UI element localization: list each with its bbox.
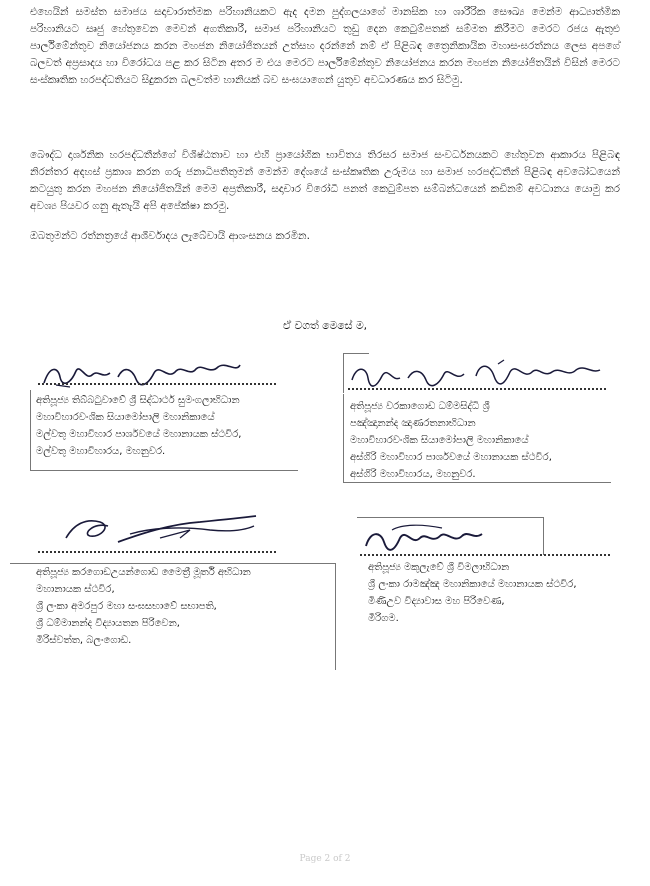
signatory-line: මහානායක ස්ථවිර,: [36, 584, 115, 595]
box-border: [335, 563, 336, 670]
signatory-line: මහාවිහාරවංශික සියාමෝපාලි මහානිකායේ: [36, 412, 215, 423]
signatory-text-top-left: [36, 392, 241, 460]
signatory-line: අතිපූජ්‍ය කරගොඩඋයන්ගොඩ මෛත්‍රී මූර්ති අභිධාන: [36, 567, 251, 578]
handwritten-signature-bottom-left: [60, 508, 260, 554]
signature-dotted-line: [38, 383, 276, 385]
signatory-line: ශ්‍රී ලංකා අමරපුර මහා සංඝසභාවේ සභාපති,: [36, 601, 217, 612]
body-paragraph-3: ඔබතුමන්ට රත්නත්‍රයේ ආශීර්වාදය ලැබේවායි ආශංසනය කරමින.: [30, 230, 310, 242]
signatory-line: මල්වතු මහාවිහාර පාර්ශවයේ මහානායක ස්ථවිර,: [36, 429, 242, 440]
signature-dotted-line: [360, 554, 610, 556]
signatory-line: අතිපූජ්‍ය තිබ්බටුවාවේ ශ්‍රී සිද්ධාර්ථ සුමංගලාභිධාන: [36, 395, 240, 406]
box-border: [343, 353, 344, 393]
signature-dotted-line: [38, 551, 276, 553]
signatory-text-bottom-left: [36, 564, 251, 649]
box-border: [543, 517, 544, 555]
box-border: [343, 353, 369, 354]
box-border: [30, 390, 31, 470]
handwritten-signature-bottom-right: [362, 522, 492, 558]
signatory-line: මිරිස්වත්ත, බලංගොඩ.: [36, 635, 132, 646]
page-footer: Page 2 of 2: [299, 854, 351, 864]
body-paragraph-2: බෞද්ධ දාර්ශනික හරපද්ධතීන්ගේ විශිෂ්ඨතාව හා එහි ප්‍රායෝගික භාවිතය තිරසර සමාජ සංවර්ධනයකට හේතුවන ආකාරය පිළිබඳ නිරන්තර අදහස් ප්‍රකාශ කරන ගරු ජනාධිපතිතුමන් මෙන්ම දේශයේ සංස්කෘතික උරුමය හා සමාජ හරපද්ධතීන් පිළිබඳ අවබෝධයෙන් කටයුතු කරන මහජන නියෝජිතයින් මෙම අප්‍රතිකාරී, සදාචාර විරෝධී පනත් කෙටුම්පත සම්බන්ධයෙන් කඩිනම් අවධානය යොමු කර අවශ්‍ය පියවර ගනු ඇතැයි අපි අපේක්ෂා කරමු.: [30, 149, 620, 212]
closing-line: ඒ වගත් මෙසේ ම,: [282, 319, 368, 332]
box-border: [357, 517, 544, 518]
signatory-line: මිණිඋව විද්‍යාවාස මහ පිරිවෙණ,: [368, 596, 505, 607]
signatory-line: පඤ්ඤානන්ද ඤාණරතනාභිධාන: [350, 418, 476, 429]
signatory-line: මල්වතු මහාවිහාරය, මහනුවර.: [36, 446, 166, 457]
signatory-line: අස්ගිරි මහාවිහාරය, මහනුවර.: [350, 469, 476, 480]
signatory-line: මහාවිහාරවංශික සියාමෝපාලි මහානිකායේ: [350, 435, 529, 446]
signatory-text-top-right: [350, 398, 552, 483]
body-paragraph-1: එහෙයින් සමස්ත සමාජය සදාචාරාත්මක පරිහානියකට ඇද දමන පුද්ගලයාගේ මානසික හා ශාරීරික සෞඛ්‍ය මෙන්ම ආධ්‍යාත්මික පරිහානියට සෘජු හේතුවෙන මෙවන් අගතිකාරී, සමාජ පරිහානියට තුඩු දෙන කෙටුම්පතක් සම්මත කිරීමට මෙරට රජය ඇතුළු පාර්ලිමේන්තුව නියෝජනය කරන මහජන නියෝජිතයන් උත්සහ දරන්නේ නම් ඒ පිළිබඳ ත්‍රෛනිකායික මහාසංඝරත්නය ලෙස අපගේ බලවත් අප්‍රසාදය හා විරෝධය පළ කර සිටින අතර ම එය මෙරට පාර්ලිමේන්තුව නියෝජනය කරන මහජන නියෝජිතයින් විසින් මෙරට සංස්කෘතික හරපද්ධතියට සිදුකරන බලවත්ම හානියක් බව සංඝයාගෙන් යුතුව අවධාරණය කර සිටිමු.: [30, 6, 620, 86]
signatory-line: මීරිගම.: [368, 613, 399, 624]
signatory-line: ශ්‍රී ලංකා රාමඤ්ඤ මහානිකායේ මහානායක ස්ථවිර,: [368, 579, 577, 590]
box-border: [343, 394, 344, 482]
box-border: [30, 470, 298, 471]
signatory-line: ශ්‍රී ධම්මානන්ද විද්‍යායතන පිරිවෙන,: [36, 618, 180, 629]
signatory-line: අස්ගිරි මහාවිහාර පාර්ශවයේ මහානායක ස්ථවිර,: [350, 452, 552, 463]
signatory-text-bottom-right: [368, 559, 577, 627]
signature-dotted-line: [348, 388, 606, 390]
signatory-line: අතිපූජ්‍ය වරකාගොඩ ධම්මසිද්ධි ශ්‍රී: [350, 401, 490, 412]
signatory-line: අතිපූජ්‍ය මකුලැවේ ශ්‍රී විමලාභිධාන: [368, 562, 510, 573]
